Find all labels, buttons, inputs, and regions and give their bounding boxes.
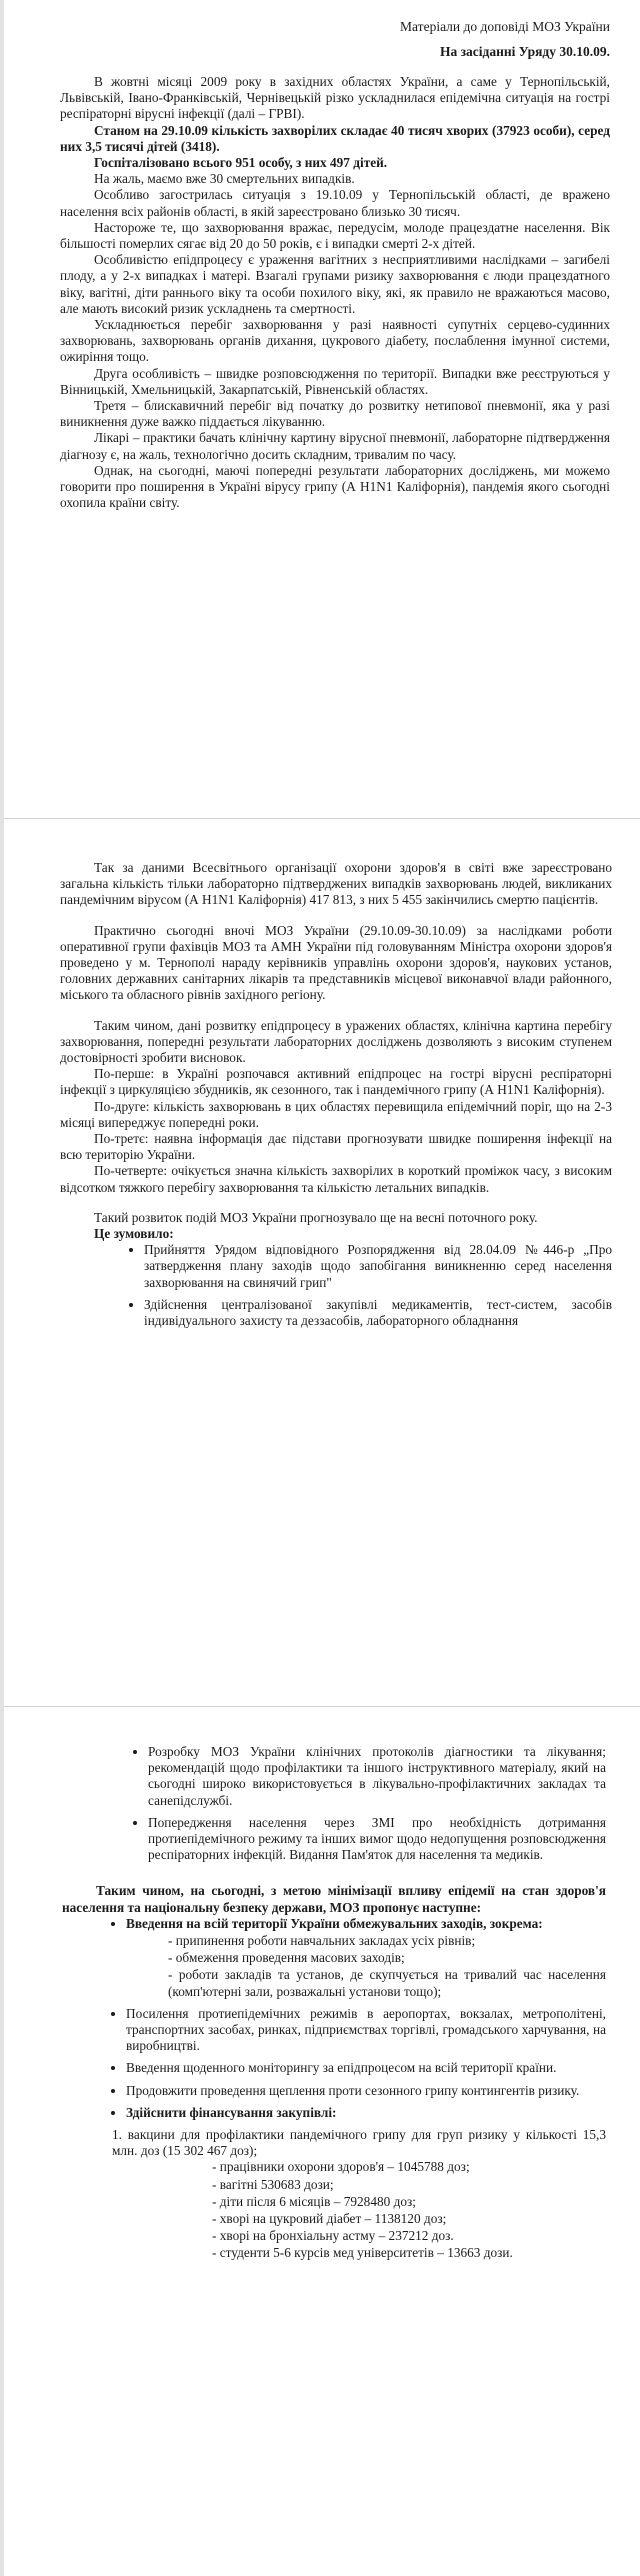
document-page-3 [0, 1706, 640, 2576]
paragraph: По-третє: наявна інформація дає підстави прогнозувати швидке поширення інфекції на всю територію України. [60, 1131, 612, 1163]
list-item: - діти після 6 місяців – 7928480 доз; [212, 2193, 416, 2209]
paragraph: Настороже те, що захворювання вражає, передусім, молоде працездатне населення. Вік більшості померлих сягає від 20 до 50 років, є і випадки смерті 2-х дітей. [60, 219, 610, 252]
list-item: • Здійснити фінансування закупівлі: [126, 2105, 606, 2121]
list-item: • Попередження населення через ЗМІ про необхідність дотримання протиепідемічного режиму та інших вимог щодо недопущення розповсюдження респіраторних інфекцій. Видання Пам'яток для населення та медиків. [148, 1815, 606, 1864]
risk-groups-list [62, 2159, 606, 2261]
section-label: Це зумовило: [94, 1226, 174, 1242]
document-page-2 [0, 818, 640, 1706]
proposal-intro: Таким чином, на сьогодні, з метою мінімізації впливу епідемії на стан здоров'я населення та національну безпеку держави, МОЗ пропонує наступне: [62, 1883, 606, 1915]
paragraph: Станом на 29.10.09 кількість захворілих складає 40 тисяч хворих (37923 особи), серед них 3,5 тисячі дітей (3418). [60, 122, 610, 154]
page-edge [0, 818, 4, 1706]
list-item: - хворі на цукровий діабет – 1138120 доз; [212, 2211, 447, 2227]
page-edge [0, 1706, 4, 2576]
list-item: • Продовжити проведення щеплення проти сезонного грипу контингентів ризику. [126, 2083, 606, 2099]
list-item: - роботи закладів та установ, де скупчується на тривалий час населення (комп'ютерні зали, розважальні установи тощо); [168, 1967, 606, 1999]
list-item: - вагітні 530683 дози; [212, 2176, 334, 2192]
list-item: - припинення роботи навчальних закладах усіх рівнів; [168, 1933, 476, 1949]
list-item: - хворі на бронхіальну астму – 237212 доз. [212, 2228, 454, 2244]
list-item: • Посилення протиепідемічних режимів в аеропортах, вокзалах, метрополітені, транспортних засобах, ринках, підприємствах торгівлі, громадського харчування, на виробництві. [126, 2006, 606, 2055]
paragraph: По-друге: кількість захворювань в цих областях перевищила епідемічний поріг, що на 2-3 місяці випереджує попередні роки. [60, 1098, 612, 1130]
paragraph: Практично сьогодні вночі МОЗ України (29.10.09-30.10.09) за наслідками роботи оперативної групи фахівців МОЗ та АМН України під головуванням Міністра охорони здоров'я проведено у м. Тернополі нараду керівників управлінь охорони здоров'я, наукових установ, головних державних санітарних лікарів та представників місцевої виконавчої влади районного, міського та обласного рівнів західного регіону. [60, 922, 612, 1003]
list-item-text: Введення на всій території України обмежувальних заходів, зокрема: [126, 1915, 543, 1931]
numbered-item: 1. вакцини для профілактики пандемічного грипу для груп ризику у кількості 15,3 млн. доз (15 302 467 доз); [112, 2127, 606, 2159]
paragraph: На жаль, маємо вже 30 смертельних випадків. [94, 171, 355, 187]
list-item: • Розробку МОЗ України клінічних протоколів діагностики та лікування; рекомендацій щодо профілактики та іншого інструктивного матеріалу, який на сьогодні широко використовується в лікувально-профілактичних закладах та санепідслужбі. [148, 1744, 606, 1809]
page-edge [0, 0, 4, 818]
paragraph: Друга особливість – швидке розповсюдження по території. Випадки вже реєструються у Вінницькій, Хмельницькій, Закарпатській, Рівненській областях. [60, 365, 610, 397]
page-divider [0, 1706, 640, 1707]
header-materials: Матеріали до доповіді МОЗ України [400, 19, 610, 34]
paragraph: Особливо загострилась ситуація з 19.10.09 у Тернопільській області, де вражено населення всіх районів області, в якій зареєстровано близько 30 тисяч. [60, 187, 610, 219]
paragraph: Лікарі – практики бачать клінічну картину вірусної пневмонії, лабораторне підтвердження діагнозу є, на жаль, технологічно досить складним, тривалим по часу. [60, 430, 610, 462]
paragraph: По-перше: в Україні розпочався активний епідпроцес на гострі вірусні респіраторні інфекції з циркуляцією збудників, як сезонного, так і пандемічного грипу (А Н1N1 Каліфорнія). [60, 1066, 612, 1098]
list-item: - працівники охорони здоров'я – 1045788 доз; [212, 2159, 470, 2175]
header-session: На засіданні Уряду 30.10.09. [440, 44, 610, 59]
paragraph: В жовтні місяці 2009 року в західних областях України, а саме у Тернопільській, Львівській, Івано-Франківській, Чернівецькій різко ускладнилася епідемічна ситуація на гострі респіраторні вірусні інфекції (далі – ГРВІ). [60, 74, 610, 122]
paragraph: Такий розвиток подій МОЗ України прогнозувало ще на весні поточного року. [94, 1209, 538, 1225]
list-item: - студенти 5-6 курсів мед університетів – 13663 дози. [212, 2245, 513, 2261]
list-item: • Здійснення централізованої закупівлі медикаментів, тест-систем, засобів індивідуального захисту та деззасобів, лабораторного обладнання [144, 1297, 612, 1329]
document-page-1 [0, 0, 640, 818]
paragraph: Так за даними Всесвітнього організації охорони здоров'я в світі вже зареєстровано загальна кількість тільки лабораторно підтверджених випадків захворювань людей, викликаних пандемічним вірусом (А Н1N1 Каліфорнія) 417 813, з них 5 455 закінчились смертю пацієнтів. [60, 860, 612, 908]
measures-list-continued [62, 1744, 606, 1863]
paragraph: Третя – блискавичний перебіг від початку до розвитку нетипової пневмонії, яка у разі виникнення дуже важко піддається лікуванню. [60, 398, 610, 430]
paragraph: Особливістю епідпроцесу є ураження вагітних з несприятливими наслідками – загибелі плоду, а у 2-х випадках і матері. Взагалі групами ризику захворювання є люди працездатного віку, вагітні, діти раннього віку та особи похилого віку, які, як правило не вражаються масово, але мають високий ризик ускладнень та смертності. [60, 252, 610, 316]
paragraph: По-четверте: очікується значна кількість захворілих в короткий проміжок часу, з високим відсотком тяжкого перебігу захворювання та кількістю летальних випадків. [60, 1163, 612, 1195]
proposal-list [62, 1916, 606, 2121]
list-item: • Прийняття Урядом відповідного Розпорядження від 28.04.09 №446-р „Про затвердження плану заходів щодо запобігання виникненню серед населення захворювання на свинячий грип" [144, 1242, 612, 1291]
measures-list [60, 1242, 612, 1329]
paragraph: Ускладнюється перебіг захворювання у разі наявності супутніх серцево-судинних захворювань, захворювань органів дихання, цукрового діабету, послаблення імунної системи, ожиріння тощо. [60, 317, 610, 365]
paragraph: Таким чином, дані розвитку епідпроцесу в уражених областях, клінічна картина перебігу захворювання, попередні результати лабораторних досліджень дозволяють з високим ступенем достовірності зробити висновок. [60, 1017, 612, 1066]
list-item: - обмеження проведення масових заходів; [168, 1950, 405, 1966]
paragraph: Однак, на сьогодні, маючі попередні результати лабораторних досліджень, ми можемо говорити про поширення в Україні вірусу грипу (А Н1N1 Каліфорнія), пандемія якого сьогодні охопила країни світу. [60, 462, 610, 511]
page-divider [0, 818, 640, 819]
list-item [126, 1916, 606, 2000]
list-item: • Введення щоденного моніторингу за епідпроцесом на всій території країни. [126, 2060, 606, 2076]
paragraph: Госпіталізовано всього 951 особу, з них 497 дітей. [94, 155, 388, 171]
restriction-list [126, 1933, 606, 2000]
